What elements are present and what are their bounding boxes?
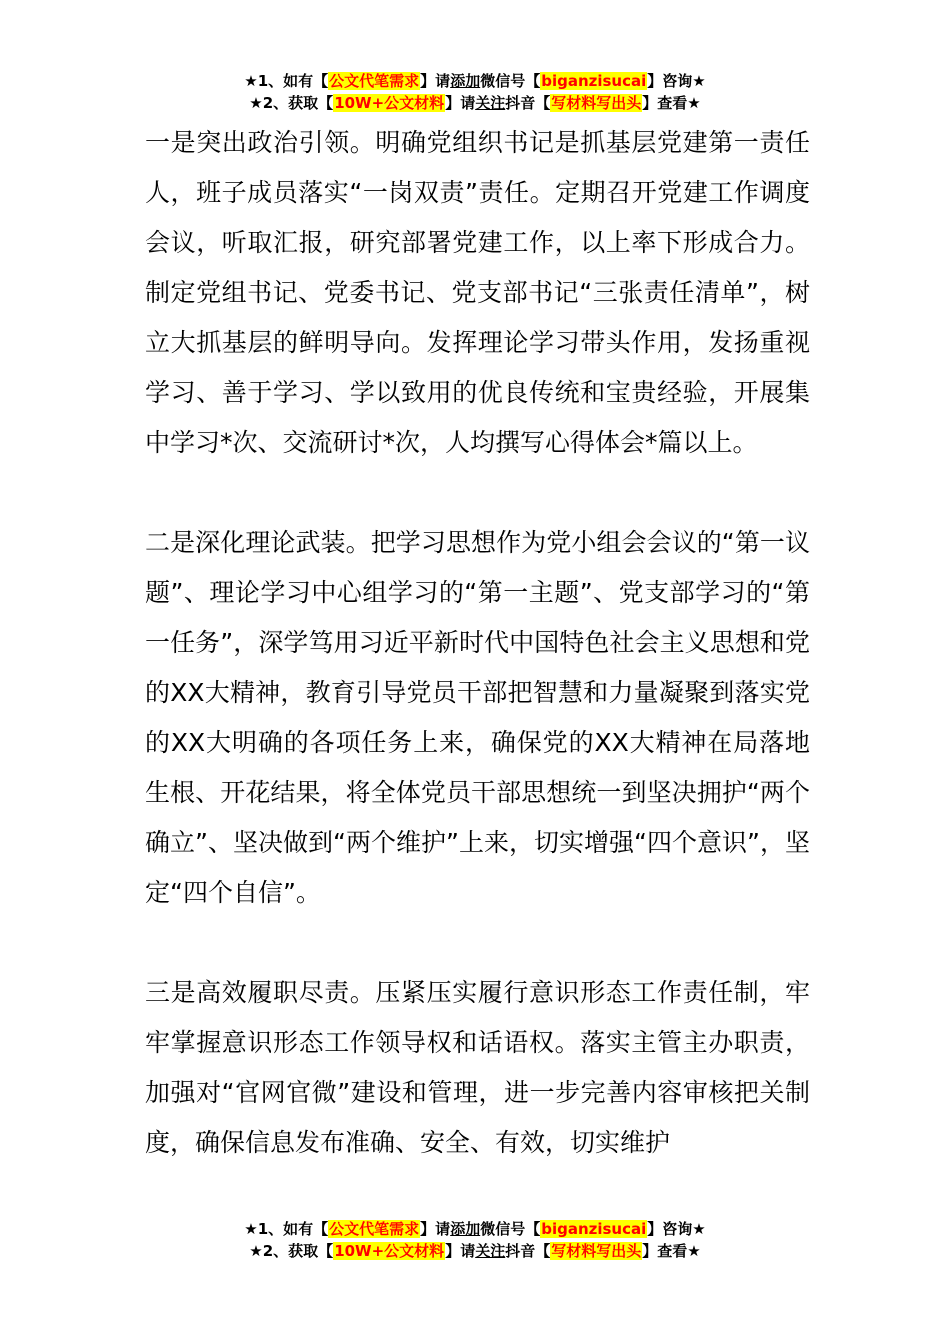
banner-text: 】请 bbox=[445, 94, 476, 112]
banner-douyin-id: 写材料写出头 bbox=[551, 1242, 642, 1260]
banner-text: 】查看★ bbox=[642, 1242, 701, 1260]
banner-text: ★1、如有【 bbox=[244, 1220, 329, 1238]
banner-underlined: 添加 bbox=[450, 72, 481, 90]
banner-highlight: 公文代笔需求 bbox=[329, 72, 420, 90]
footer-banner bbox=[0, 1218, 950, 1262]
banner-wechat-id: biganzisucai bbox=[541, 1220, 647, 1238]
banner-text: 】咨询★ bbox=[647, 1220, 706, 1238]
banner-highlight: 10W+公文材料 bbox=[334, 94, 445, 112]
banner-text: 】查看★ bbox=[642, 94, 701, 112]
banner-underlined: 添加 bbox=[450, 1220, 481, 1238]
paragraph-3: 三是高效履职尽责。压紧压实履行意识形态工作责任制，牢牢掌握意识形态工作领导权和话语权。落实主管主办职责，加强对“官网官微”建设和管理，进一步完善内容审核把关制度，确保信息发布准确、安全、有效，切实维护 bbox=[145, 978, 810, 1157]
document-body bbox=[145, 118, 810, 1218]
banner-underlined: 关注 bbox=[475, 1242, 506, 1260]
paragraph-2: 二是深化理论武装。把学习思想作为党小组会会议的“第一议题”、理论学习中心组学习的“第一主题”、党支部学习的“第一任务”，深学笃用习近平新时代中国特色社会主义思想和党的XX大精神，教育引导党员干部把智慧和力量凝聚到落实党的XX大明确的各项任务上来，确保党的XX大精神在局落地生根、开花结果，将全体党员干部思想统一到坚决拥护“两个确立”、坚决做到“两个维护”上来，切实增强“四个意识”，坚定“四个自信”。 bbox=[145, 528, 810, 907]
banner-line-1 bbox=[0, 70, 950, 92]
banner-text: ★2、获取【 bbox=[249, 94, 334, 112]
banner-text: 】请 bbox=[420, 1220, 451, 1238]
banner-text: ★1、如有【 bbox=[244, 72, 329, 90]
banner-text: 】咨询★ bbox=[647, 72, 706, 90]
banner-wechat-id: biganzisucai bbox=[541, 72, 647, 90]
banner-text: 】请 bbox=[420, 72, 451, 90]
banner-text: ★2、获取【 bbox=[249, 1242, 334, 1260]
banner-highlight: 10W+公文材料 bbox=[334, 1242, 445, 1260]
banner-line-2 bbox=[0, 92, 950, 114]
banner-text: 微信号【 bbox=[480, 1220, 541, 1238]
banner-text: 抖音【 bbox=[505, 1242, 551, 1260]
banner-highlight: 公文代笔需求 bbox=[329, 1220, 420, 1238]
banner-underlined: 关注 bbox=[475, 94, 506, 112]
banner-text: 抖音【 bbox=[505, 94, 551, 112]
paragraph-1: 一是突出政治引领。明确党组织书记是抓基层党建第一责任人，班子成员落实“一岗双责”责任。定期召开党建工作调度会议，听取汇报，研究部署党建工作，以上率下形成合力。制定党组书记、党委书记、党支部书记“三张责任清单”，树立大抓基层的鲜明导向。发挥理论学习带头作用，发扬重视学习、善于学习、学以致用的优良传统和宝贵经验，开展集中学习*次、交流研讨*次，人均撰写心得体会*篇以上。 bbox=[145, 128, 810, 457]
banner-text: 】请 bbox=[445, 1242, 476, 1260]
header-banner bbox=[0, 70, 950, 114]
banner-line-1 bbox=[0, 1218, 950, 1240]
banner-text: 微信号【 bbox=[480, 72, 541, 90]
banner-douyin-id: 写材料写出头 bbox=[551, 94, 642, 112]
banner-line-2 bbox=[0, 1240, 950, 1262]
